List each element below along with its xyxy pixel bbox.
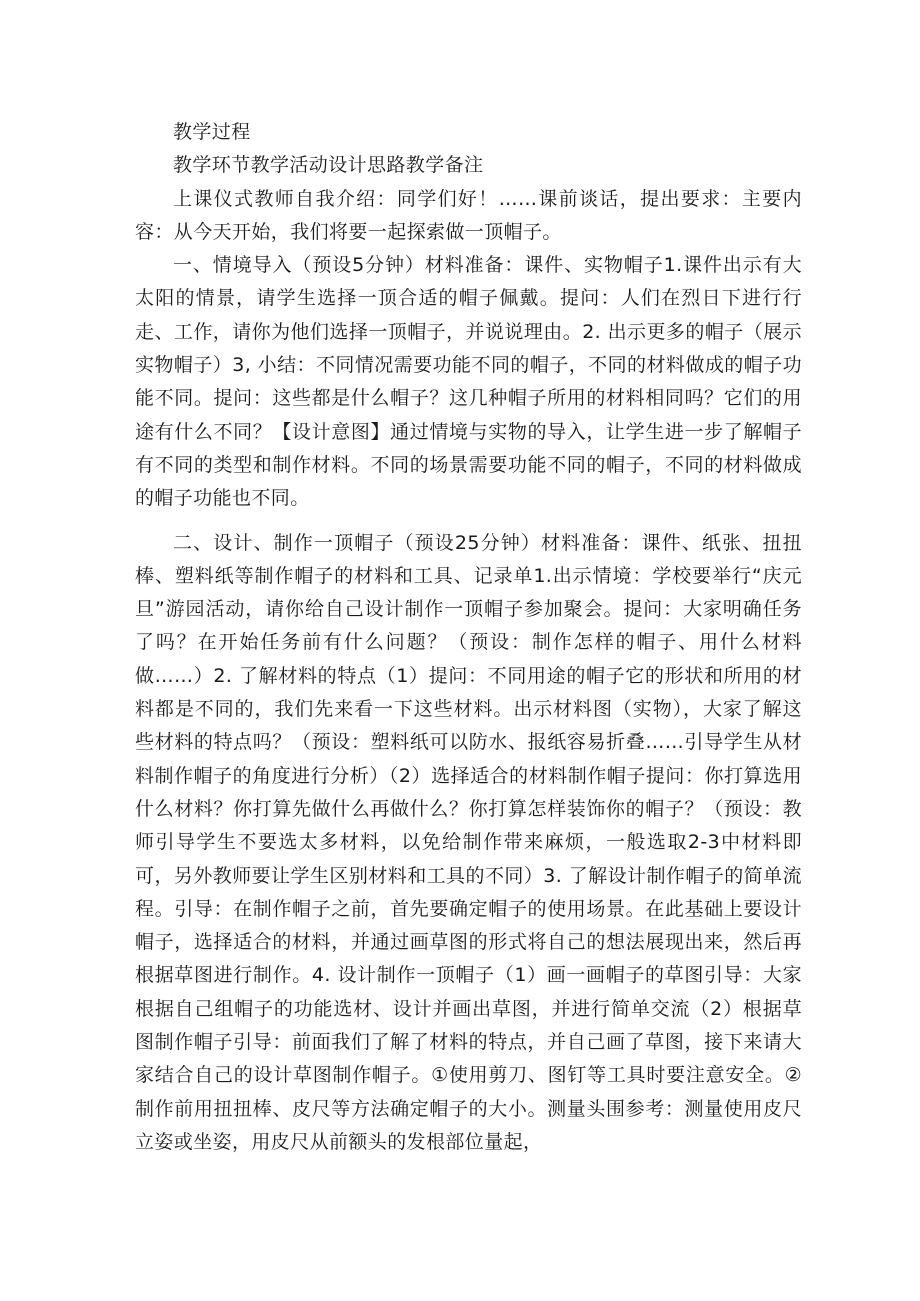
paragraph-intro: 上课仪式教师自我介绍：同学们好！……课前谈话，提出要求：主要内容：从今天开始，我们将要一起探索做一顶帽子。: [135, 187, 802, 243]
heading-table-columns: 教学环节教学活动设计思路教学备注: [173, 154, 484, 177]
paragraph-section-one: 一、情境导入（预设5分钟）材料准备：课件、实物帽子1.课件出示有大太阳的情景，请学生选择一顶合适的帽子佩戴。提问：人们在烈日下进行行走、工作，请你为他们选择一顶帽子，并说说理由。2. 出示更多的帽子（展示实物帽子）3, 小结：不同情况需要功能不同的帽子，不同的材料做成的帽子功能不同。提问：这些都是什么帽子？这几种帽子所用的材料相同吗？它们的用途有什么不同？【设计意图】通过情境与实物的导入，让学生进一步了解帽子有不同的类型和制作材料。不同的场景需要功能不同的帽子，不同的材料做成的帽子功能也不同。: [135, 254, 802, 510]
paragraph-section-two: 二、设计、制作一顶帽子（预设25分钟）材料准备：课件、纸张、扭扭棒、塑料纸等制作帽子的材料和工具、记录单1.出示情境：学校要举行“庆元旦”游园活动，请你给自己设计制作一顶帽子参加聚会。提问：大家明确任务了吗？在开始任务前有什么问题？（预设：制作怎样的帽子、用什么材料做……）2. 了解材料的特点（1）提问：不同用途的帽子它的形状和所用的材料都是不同的，我们先来看一下这些材料。出示材料图（实物），大家了解这些材料的特点吗？（预设：塑料纸可以防水、报纸容易折叠……引导学生从材料制作帽子的角度进行分析）（2）选择适合的材料制作帽子提问：你打算选用什么材料？你打算先做什么再做什么？你打算怎样装饰你的帽子？（预设：教师引导学生不要选太多材料，以免给制作带来麻烦，一般选取2-3中材料即可，另外教师要让学生区别材料和工具的不同）3. 了解设计制作帽子的简单流程。引导：在制作帽子之前，首先要确定帽子的使用场景。在此基础上要设计帽子，选择适合的材料，并通过画草图的形式将自己的想法展现出来，然后再根据草图进行制作。4. 设计制作一顶帽子（1）画一画帽子的草图引导：大家根据自己组帽子的功能选材、设计并画出草图，并进行简单交流（2）根据草图制作帽子引导：前面我们了解了材料的特点，并自己画了草图，接下来请大家结合自己的设计草图制作帽子。①使用剪刀、图钉等工具时要注意安全。②制作前用扭扭棒、皮尺等方法确定帽子的大小。测量头围参考：测量使用皮尺立姿或坐姿，用皮尺从前额头的发根部位量起，: [135, 531, 802, 1153]
paragraph-gap: [135, 516, 802, 527]
heading-teaching-process: 教学过程: [173, 121, 251, 143]
